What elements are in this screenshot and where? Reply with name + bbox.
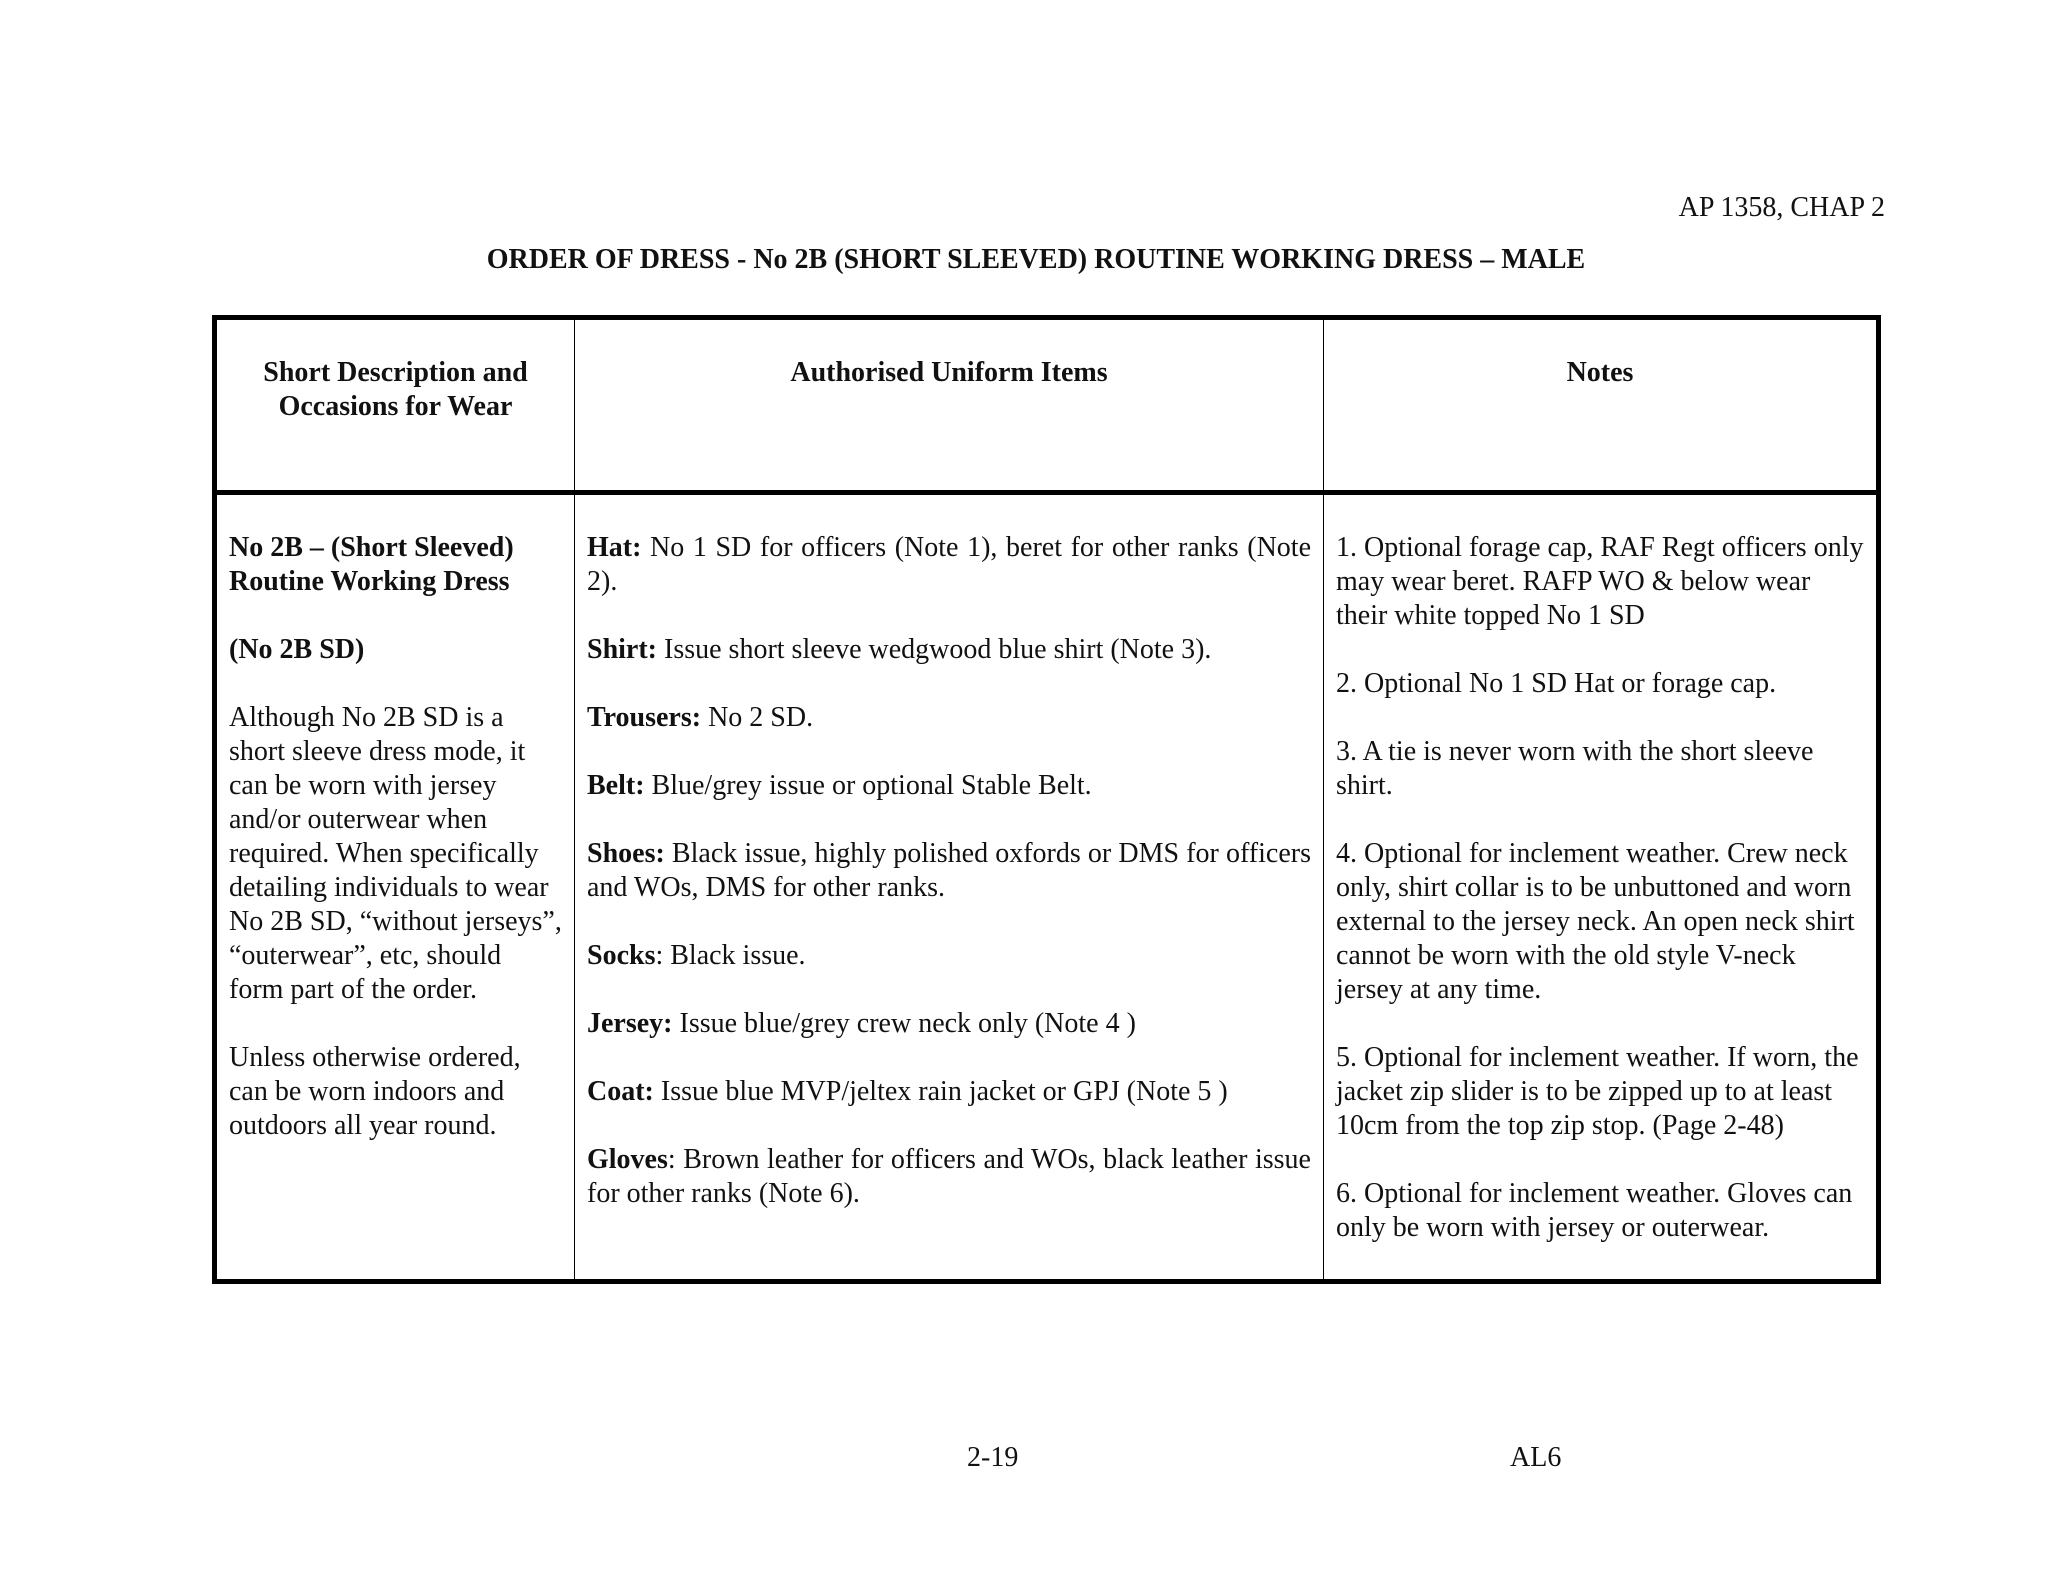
- document-title: ORDER OF DRESS - No 2B (SHORT SLEEVED) ROUTINE WORKING DRESS – MALE: [486, 244, 1586, 275]
- item-text: No 2 SD.: [701, 702, 814, 733]
- note-item: 4. Optional for inclement weather. Crew neck only, shirt collar is to be unbuttoned and worn external to the jersey neck. An open neck shirt cannot be worn with the old style V-neck jersey at any time.: [1336, 838, 1855, 1005]
- order-of-dress-table: [212, 315, 1881, 1284]
- note-item: 2. Optional No 1 SD Hat or forage cap.: [1336, 668, 1777, 699]
- note-item: 1. Optional forage cap, RAF Regt officers only may wear beret. RAFP WO & below wear their white topped No 1 SD: [1336, 532, 1864, 631]
- table-row: [215, 493, 1879, 1282]
- note-item: 5. Optional for inclement weather. If worn, the jacket zip slider is to be zipped up to at least 10cm from the top zip stop. (Page 2-48): [1336, 1042, 1859, 1141]
- item-label: Shoes:: [587, 838, 665, 869]
- notes-cell: [1324, 493, 1879, 1282]
- item-label: Socks: [587, 940, 656, 971]
- item-label: Shirt:: [587, 634, 657, 665]
- item-label: Belt:: [587, 770, 645, 801]
- description-paragraph: Although No 2B SD is a short sleeve dress mode, it can be worn with jersey and/or outerwear when required. When specifically detailing individuals to wear No 2B SD, “without jerseys”, “outerwear”, etc, should form part of the order.: [229, 702, 562, 1005]
- table-header-row: [215, 318, 1879, 493]
- description-cell: [215, 493, 575, 1282]
- item-belt: [587, 769, 1311, 803]
- item-text: No 1 SD for officers (Note 1), beret for other ranks (Note 2).: [587, 532, 1311, 597]
- item-shirt: [587, 633, 1311, 667]
- description-paragraph: Unless otherwise ordered, can be worn indoors and outdoors all year round.: [229, 1042, 521, 1141]
- item-gloves: [587, 1143, 1311, 1211]
- item-text: Black issue, highly polished oxfords or DMS for officers and WOs, DMS for other ranks.: [587, 838, 1311, 903]
- dress-heading: No 2B – (Short Sleeved) Routine Working Dress: [229, 532, 514, 597]
- page-number: 2-19: [967, 1442, 1019, 1473]
- note-item: 3. A tie is never worn with the short sleeve shirt.: [1336, 736, 1814, 801]
- item-jersey: [587, 1007, 1311, 1041]
- amendment-list-label: AL6: [1510, 1442, 1562, 1473]
- document-reference: AP 1358, CHAP 2: [1678, 192, 1885, 223]
- note-item: 6. Optional for inclement weather. Gloves can only be worn with jersey or outerwear.: [1336, 1178, 1853, 1243]
- item-text: Issue blue/grey crew neck only (Note 4 ): [672, 1008, 1136, 1039]
- item-label: Coat:: [587, 1076, 654, 1107]
- header-description: Short Description and Occasions for Wear: [215, 318, 575, 493]
- item-trousers: [587, 701, 1311, 735]
- item-text: Blue/grey issue or optional Stable Belt.: [644, 770, 1092, 801]
- item-text: : Brown leather for officers and WOs, black leather issue for other ranks (Note 6).: [587, 1144, 1311, 1209]
- item-coat: [587, 1075, 1311, 1109]
- item-text: Issue short sleeve wedgwood blue shirt (Note 3).: [657, 634, 1212, 665]
- item-label: Hat:: [587, 532, 642, 563]
- item-socks: [587, 939, 1311, 973]
- dress-code: (No 2B SD): [229, 634, 365, 665]
- item-label: Gloves: [587, 1144, 668, 1175]
- header-items: Authorised Uniform Items: [575, 318, 1324, 493]
- items-cell: [575, 493, 1324, 1282]
- item-text: Issue blue MVP/jeltex rain jacket or GPJ (Note 5 ): [653, 1076, 1228, 1107]
- item-text: : Black issue.: [655, 940, 806, 971]
- item-shoes: [587, 837, 1311, 905]
- item-hat: [587, 531, 1311, 599]
- item-label: Jersey:: [587, 1008, 673, 1039]
- item-label: Trousers:: [587, 702, 702, 733]
- header-notes: Notes: [1324, 318, 1879, 493]
